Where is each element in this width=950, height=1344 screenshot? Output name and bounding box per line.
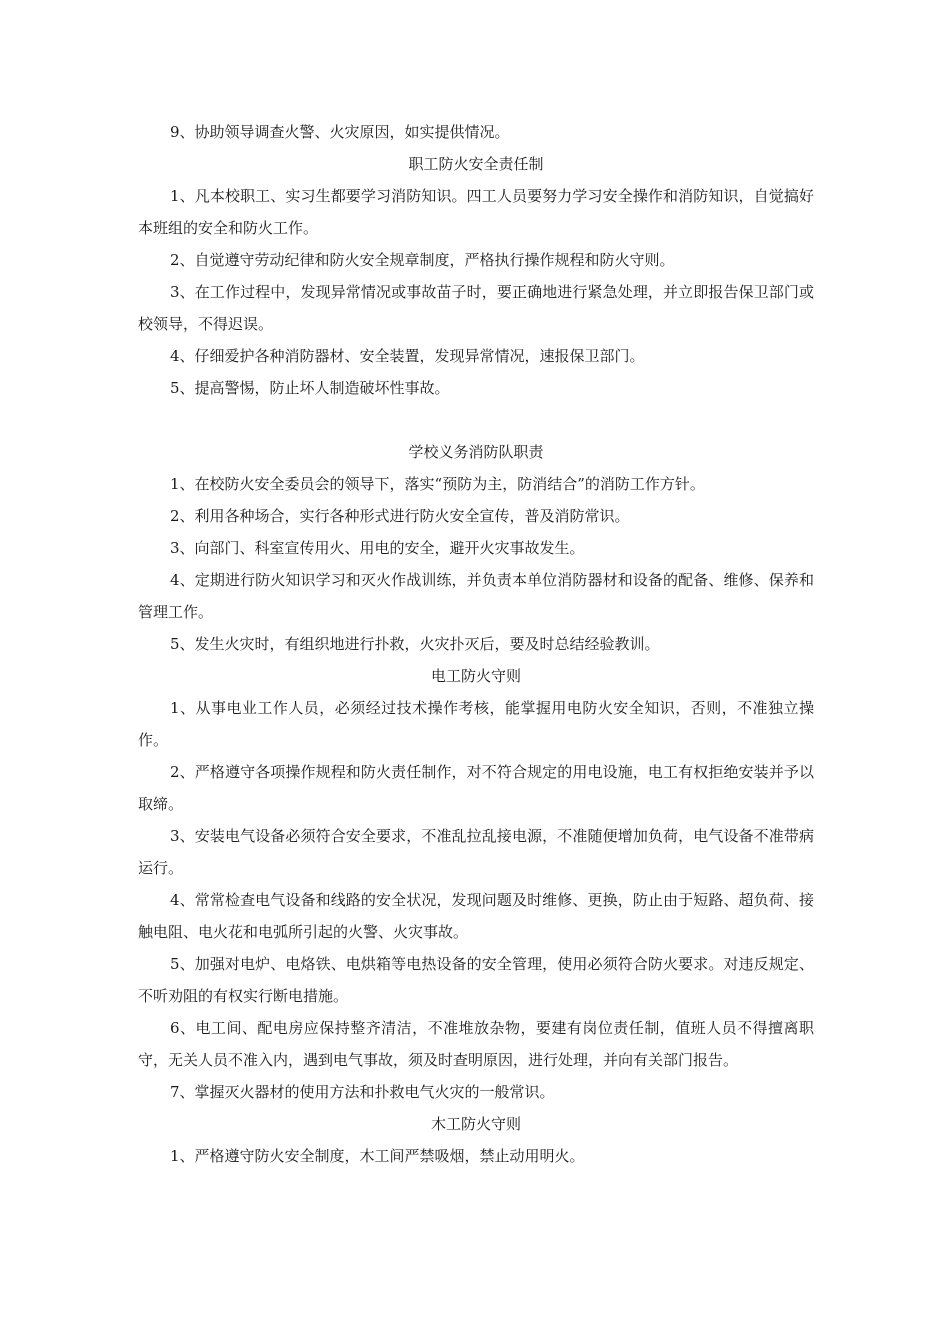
paragraph: 4、常常检查电气设备和线路的安全状况，发现问题及时维修、更换，防止由于短路、超负荷、接触电阻、电火花和电弧所引起的火警、火灾事故。 (138, 891, 814, 941)
paragraph: 1、凡本校职工、实习生都要学习消防知识。四工人员要努力学习安全操作和消防知识，自觉搞好本班组的安全和防火工作。 (138, 187, 814, 237)
paragraph: 4、定期进行防火知识学习和灭火作战训练，并负责本单位消防器材和设备的配备、维修、保养和管理工作。 (138, 571, 814, 621)
paragraph: 3、在工作过程中，发现异常情况或事故苗子时，要正确地进行紧急处理，并立即报告保卫部门或校领导，不得迟误。 (138, 283, 814, 333)
paragraph: 6、电工间、配电房应保持整齐清洁，不准堆放杂物，要建有岗位责任制，值班人员不得擅离职守，无关人员不准入内，遇到电气事故，须及时查明原因，进行处理，并向有关部门报告。 (138, 1019, 814, 1069)
paragraph: 1、严格遵守防火安全制度，木工间严禁吸烟，禁止动用明火。 (170, 1147, 585, 1165)
paragraph: 4、仔细爱护各种消防器材、安全装置，发现异常情况，速报保卫部门。 (170, 347, 645, 365)
section-spacer (138, 404, 814, 436)
paragraph: 7、掌握灭火器材的使用方法和扑救电气火灾的一般常识。 (170, 1083, 555, 1101)
paragraph: 2、自觉遵守劳动纪律和防火安全规章制度，严格执行操作规程和防火守则。 (170, 251, 675, 269)
document-page (138, 116, 814, 1172)
section-title-carpentry: 木工防火守则 (430, 1115, 521, 1133)
section-title-electric: 电工防火守则 (430, 667, 521, 685)
paragraph: 5、提高警惕，防止坏人制造破坏性事故。 (170, 379, 450, 397)
paragraph: 5、加强对电炉、电烙铁、电烘箱等电热设备的安全管理，使用必须符合防火要求。对违反规定、不听劝阻的有权实行断电措施。 (138, 955, 814, 1005)
section-title-brigade: 学校义务消防队职责 (408, 443, 544, 461)
paragraph: 1、从事电业工作人员，必须经过技术操作考核，能掌握用电防火安全知识，否则，不准独立操作。 (138, 699, 814, 749)
paragraph: 3、安装电气设备必须符合安全要求，不准乱拉乱接电源，不准随便增加负荷，电气设备不准带病运行。 (138, 827, 814, 877)
paragraph: 1、在校防火安全委员会的领导下，落实“预防为主，防消结合”的消防工作方针。 (170, 475, 705, 493)
paragraph: 9、协助领导调查火警、火灾原因，如实提供情况。 (170, 123, 510, 141)
paragraph: 2、严格遵守各项操作规程和防火责任制作，对不符合规定的用电设施，电工有权拒绝安装并予以取缔。 (138, 763, 814, 813)
section-title-staff: 职工防火安全责任制 (408, 155, 544, 173)
paragraph: 5、发生火灾时，有组织地进行扑救，火灾扑灭后，要及时总结经验教训。 (170, 635, 660, 653)
paragraph: 3、向部门、科室宣传用火、用电的安全，避开火灾事故发生。 (170, 539, 585, 557)
paragraph: 2、利用各种场合，实行各种形式进行防火安全宣传，普及消防常识。 (170, 507, 630, 525)
